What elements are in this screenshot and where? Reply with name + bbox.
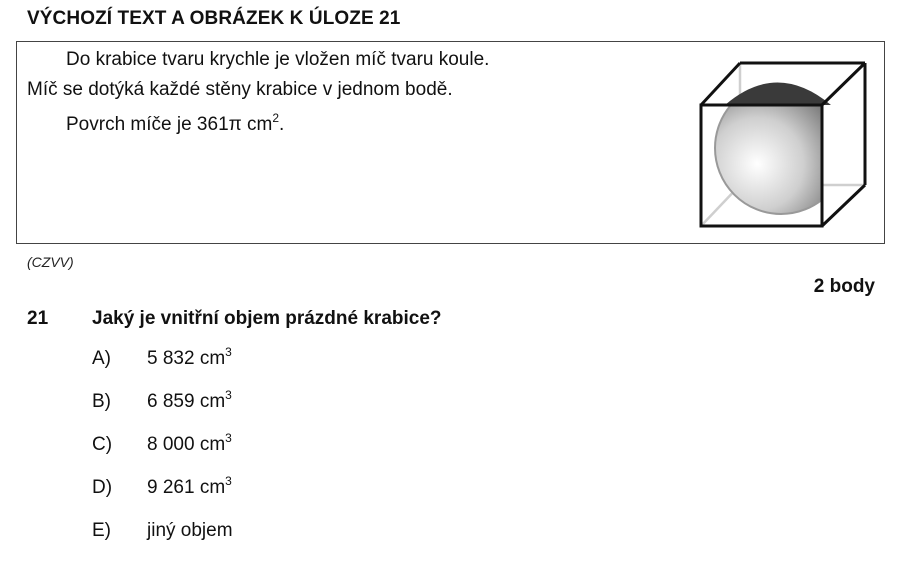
option-letter: C) (92, 434, 113, 455)
intro-line-1: Do krabice tvaru krychle je vložen míč tvaru koule. (66, 49, 490, 70)
option-letter: E) (92, 520, 111, 541)
option-value: 5 832 $cm^3$ (147, 345, 232, 369)
option-letter: D) (92, 477, 113, 498)
option-value: 6 859 $cm^3$ (147, 388, 232, 412)
cube-with-sphere-illustration (697, 58, 867, 230)
section-heading: VÝCHOZÍ TEXT A OBRÁZEK K ÚLOZE 21 (27, 8, 401, 29)
option-value: jiný objem (147, 520, 233, 541)
surface-area-period: . (279, 114, 285, 135)
source-label: (CZVV) (27, 254, 74, 270)
option-letter: A) (92, 348, 111, 369)
surface-area-exponent: 2 (272, 111, 280, 125)
intro-line-3 (66, 111, 285, 136)
intro-text-box (16, 41, 885, 244)
surface-area-text: Povrch míče je 361π cm (66, 114, 273, 135)
option-letter: B) (92, 391, 111, 412)
intro-line-2: Míč se dotýká každé stěny krabice v jednom bodě. (27, 79, 453, 100)
option-value: 8 000 $cm^3$ (147, 431, 232, 455)
points-label: 2 body (813, 276, 875, 297)
question-text: Jaký je vnitřní objem prázdné krabice? (92, 308, 442, 329)
option-value: 9 261 $cm^3$ (147, 474, 232, 498)
question-number: 21 (27, 308, 49, 329)
